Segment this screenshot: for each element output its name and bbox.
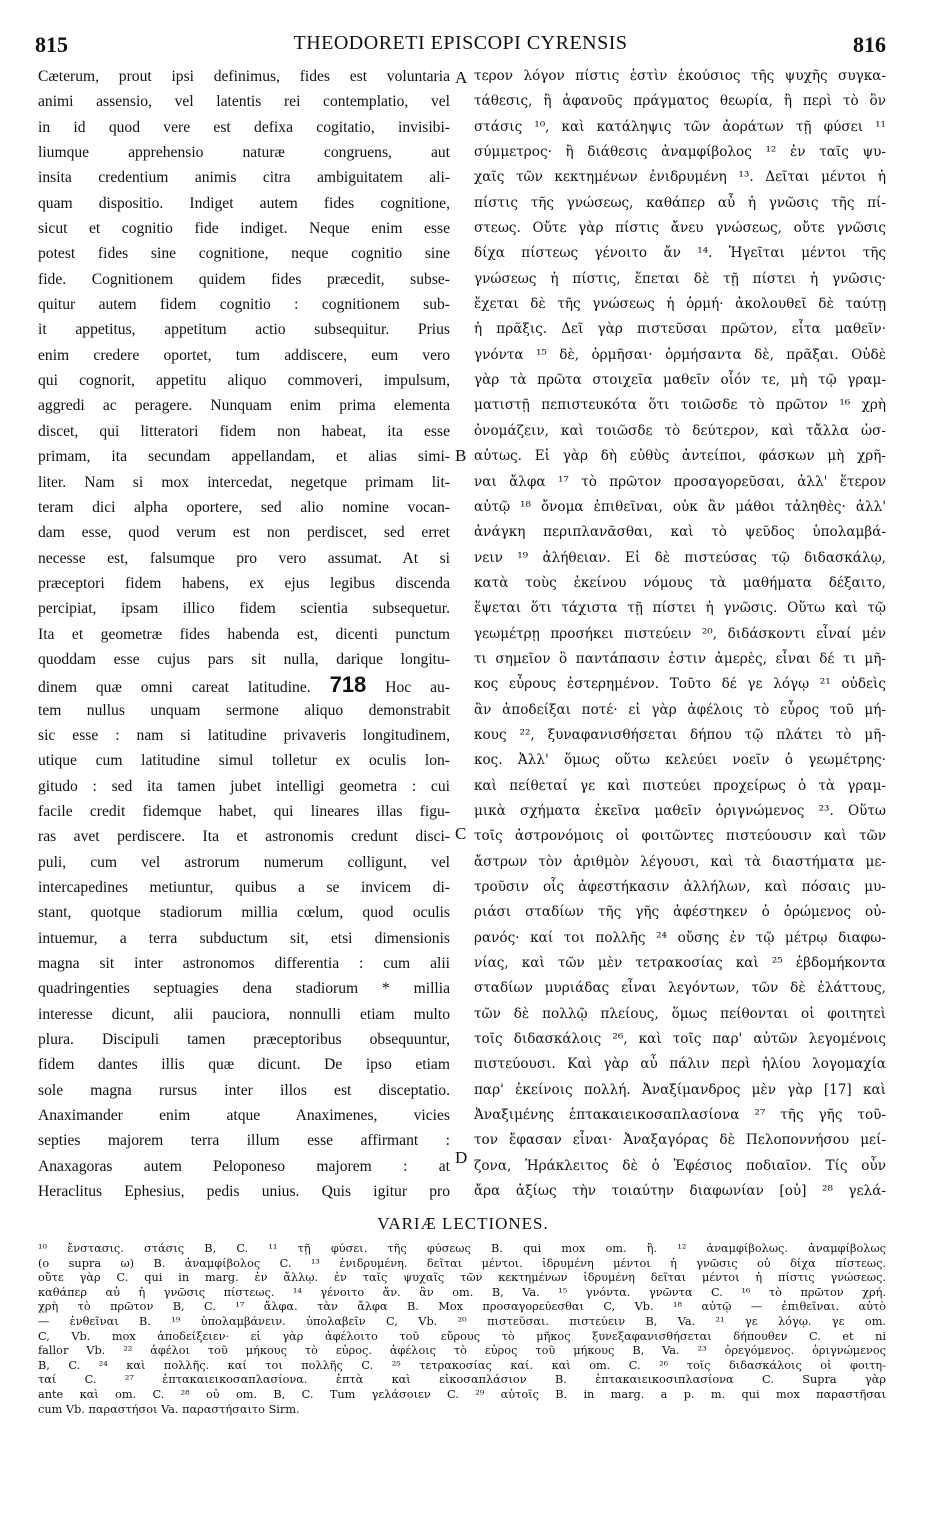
text-line: sole magna rursus inter illos est disceptatio. bbox=[38, 1081, 450, 1099]
text-line: αὐτως. Εἰ γὰρ δὴ εὐθὺς ἀντείποι, φάσκων μὴ χρῆ- bbox=[474, 448, 886, 465]
text-line: ματιστῇ πεπιστευκότα ὅτι τοιῶσδε τὸ πρῶτον ¹⁶ χρὴ bbox=[474, 397, 886, 414]
text-line: intuemur, a terra subductum sit, etsi dimensionis bbox=[38, 929, 450, 947]
text-line: in id quod vere est defixa cogitatio, invisibi- bbox=[38, 118, 450, 136]
text-line: τον ἔφασαν εἶναι· Ἀναξαγόρας δὲ Πελοποννήσου μεί- bbox=[474, 1132, 886, 1149]
text-line: animi assensio, vel latentis rei contemplatio, vel bbox=[38, 93, 450, 111]
text-line: γὰρ τὰ πρῶτα στοιχεῖα μαθεῖν οἷόν τε, μὴ τῷ γραμ- bbox=[474, 372, 886, 389]
text-line: ἂν ἀποδείξαι ποτέ· εἰ γὰρ ἀφέλοις τὸ εὖρος τοῦ μή- bbox=[474, 701, 886, 718]
text-line: γνόντα ¹⁵ δὲ, ὁρμῆσαι· ὁρμήσαντα δὲ, πρᾶξαι. Οὐδὲ bbox=[474, 346, 886, 363]
text-line: insita credentium animis citra ambiguitatem ali- bbox=[38, 169, 450, 187]
text-line: dam esse, quod verum est non perdiscet, sed erret bbox=[38, 524, 450, 542]
text-line: sic esse : nam si latitudine privaveris longitudinem, bbox=[38, 726, 450, 744]
text-line: νίας, καὶ τῶν μὲν τετρακοσίας καὶ ²⁵ ἑβδομήκοντα bbox=[474, 955, 886, 972]
text-line: ὀνομάζειν, καὶ τοιῶσδε τὸ δεύτερον, καὶ τἄλλα ὡσ- bbox=[474, 422, 886, 439]
text-line: ρανός· καί τοι πολλῆς ²⁴ οὔσης ἐν τῷ μέτρῳ διαφω- bbox=[474, 929, 886, 946]
text-line: tem nullus unquam sermone aliquo demonstrabit bbox=[38, 701, 450, 719]
note-line: — ἐνθεῖναι B. ¹⁹ ὑπολαμβάνειν. ὑπολαβεῖν C, Vb. ²⁰ πιστεῦσαι. πιστεύειν B, Va. ²¹ γε λόγῳ. γε om. bbox=[38, 1314, 886, 1328]
text-line: Ita et geometræ fides habenda est, dicenti punctum bbox=[38, 625, 450, 643]
text-line: κος εὖρους ἐστερημένον. Τοῦτο δέ γε λόγῳ ²¹ οὐδεὶς bbox=[474, 676, 886, 693]
section-marker-d: D bbox=[455, 1148, 468, 1167]
text-line: facile credit fidemque habet, qui lineares illas figu- bbox=[38, 802, 450, 820]
text-line: γεωμέτρῃ προσήκει πιστεύειν ²⁰, διδάσκοντι εἶναί μέν bbox=[474, 625, 886, 642]
section-marker-b: B bbox=[455, 446, 467, 465]
text-line: utique cum latitudine simul tolletur ex oculis lon- bbox=[38, 752, 450, 770]
text-line: ἡ πρᾶξις. Δεῖ γὰρ πιστεῦσαι πρῶτον, εἶτα μαθεῖν· bbox=[474, 321, 886, 338]
text-line: teram dici alpha oportere, sed alio nomine vocan- bbox=[38, 498, 450, 516]
text-line: τι σημεῖον ὃ παντάπασιν ἐστιν ἀμερὲς, εἶναι δέ τι μῆ- bbox=[474, 650, 886, 667]
page-number-left: 815 bbox=[35, 32, 68, 57]
text-line: τάθεσις, ἢ ἀφανοῦς πράγματος θεωρία, ἢ περὶ τὸ ὂν bbox=[474, 93, 886, 110]
text-line: ἄστρων τὸν ἀριθμὸν λέγουσι, καὶ τὰ διαστήματα με- bbox=[474, 853, 886, 870]
page-number-right: 816 bbox=[853, 32, 886, 57]
text-line: potest fides sine cognitione, neque cognitio sine bbox=[38, 245, 450, 263]
text-line: enim credere oportet, tum addiscere, eum vero bbox=[38, 346, 450, 364]
text-line: Cæterum, prout ipsi definimus, fides est voluntaria bbox=[38, 68, 450, 85]
text-line: στεως. Οὔτε γὰρ πίστις ἄνευ γνώσεως, οὔτε γνῶσις bbox=[474, 220, 886, 237]
text-line: καὶ πείθεταί γε καὶ πιστεύει προχείρως ὁ τὰ γραμ- bbox=[474, 777, 886, 794]
text-line: Anaximander enim atque Anaximenes, vicies bbox=[38, 1107, 450, 1125]
text-line: χαῖς τῶν κεκτημένων ἐνιδρυμένη ¹³. Δεῖται μέντοι ἡ bbox=[474, 169, 886, 186]
text-line: παρ' ἐκείνοις πολλή. Ἀναξίμανδρος μὲν γὰρ [17] καὶ bbox=[474, 1081, 886, 1098]
note-line: χρὴ τὸ πρῶτον B, C. ¹⁷ ἄλφα. τὰν ἄλφα B. Mox προσαγορεύεσθαι C, Vb. ¹⁸ αὐτῷ — ἐπιθεῖναι. αὐτὸ bbox=[38, 1300, 886, 1314]
note-line: fallor Vb. ²² ἀφέλοι τοῦ μήκους τὸ εὖρος. ἀφέλοις τὸ εὖρος τοῦ μήκους B, Va. ²³ ὀρεγόμενος. ὀριγνώμενος bbox=[38, 1344, 886, 1358]
text-line: κος. Ἀλλ' ὅμως οὕτω κελεύει νοεῖν ὁ γεωμέτρης· bbox=[474, 752, 886, 769]
text-line: ras avet perdiscere. Ita et astronomis credunt disci- bbox=[38, 828, 450, 846]
note-line: οὔτε γὰρ C. qui in marg. ἐν ἄλλῳ. ἐν ταῖς ψυχαῖς τῶν κεκτημένων ἱδρυμένη δεῖται μέντοι ἡ πίστις γνώσεως. bbox=[38, 1271, 886, 1285]
text-line: κους ²², ξυναφανισθήσεται δήπου τῷ πλάτει τὸ μῆ- bbox=[474, 726, 886, 743]
text-line: interesse dicunt, alii pauciora, nonnulli etiam multo bbox=[38, 1005, 450, 1023]
text-line: ναι ἄλφα ¹⁷ τὸ πρῶτον προσαγορεῦσαι, ἀλλ' ἕτερον bbox=[474, 473, 886, 490]
text-line: ἄρα ἀξίως τὴν τοιαύτην διαφωνίαν [οὐ] ²⁸ γελά- bbox=[474, 1183, 886, 1200]
note-line: cum Vb. παραστήσοι Va. παραστήσαιτο Sirm. bbox=[38, 1402, 300, 1416]
text-line: stant, quotque stadiorum millia cœlum, quod oculis bbox=[38, 904, 450, 922]
note-line: ταί C. ²⁷ ἑπτακαιεικοσαπλασίονα. ἑπτὰ καὶ εἰκοσαπλάσιον B. ἑπτακαιεικοσιπλασίονα C. Supra γὰρ bbox=[38, 1373, 886, 1387]
variae-lectiones-title: VARIÆ LECTIONES. bbox=[377, 1214, 549, 1233]
text-line: δίχα πίστεως γένοιτο ἄν ¹⁴. Ἡγεῖται μέντοι τῆς bbox=[474, 245, 886, 262]
text-line: it appetitus, appetitum actio subsequitur. Prius bbox=[38, 321, 450, 339]
text-line: τερον λόγον πίστις ἐστὶν ἑκούσιος τῆς ψυχῆς συγκα- bbox=[474, 68, 886, 84]
text-line: τροῦσιν οἷς ἀφεστήκασιν ἀλλήλων, καὶ πόσαις μυ- bbox=[474, 879, 886, 895]
latin-column bbox=[38, 64, 450, 1204]
text-line: σταδίων μυριάδας εἶναι λεγόντων, τῶν δὲ ἐλάττους, bbox=[474, 980, 886, 997]
text-line: νειν ¹⁹ ἀλήθειαν. Εἰ δὲ πιστεύσας τῷ διδασκάλῳ, bbox=[474, 549, 886, 566]
note-line: ante καὶ om. C. ²⁸ οὐ om. B, C. Tum γελάσοιεν C. ²⁹ αὐτοῖς B. in marg. a p. m. qui mox παραστῆσαι bbox=[38, 1387, 886, 1401]
text-line: κατὰ τοὺς ἐκείνου νόμους τὰ μαθήματα δέξαιτο, bbox=[474, 574, 886, 591]
text-line: discet, qui litteratori fidem non habeat, ita esse bbox=[38, 422, 450, 440]
note-line: C, Vb. mox ἀποδείξειεν· εἰ γὰρ ἀφέλοιτο τοῦ εὔρους τὸ μῆκος ξυνεξαφανισθήσεται δήπουθεν C. et ni bbox=[38, 1329, 886, 1343]
text-line: Anaxagoras autem Peloponeso majorem : at bbox=[38, 1157, 450, 1175]
text-line: πίστις τῆς γνώσεως, καθάπερ αὖ ἡ γνῶσις τῆς πί- bbox=[474, 194, 886, 211]
note-line: ¹⁰ ἔνστασις. στάσις B, C. ¹¹ τῇ φύσει. τῆς φύσεως B. qui mox om. ἢ. ¹² ἀναμφίβολως. ἀναμφίβολως bbox=[38, 1242, 886, 1255]
text-line: septies majorem terra illum esse affirmant : bbox=[38, 1132, 450, 1150]
text-line: Heraclitus Ephesius, pedis unius. Quis igitur pro bbox=[38, 1183, 450, 1201]
text-line: τοῖς ἀστρονόμοις οἱ φοιτῶντες πιστεύουσιν καὶ τῶν bbox=[474, 828, 886, 845]
text-line: ἕψεται ὅτι τάχιστα τῇ πίστει ἡ γνῶσις. Οὕτω καὶ τῷ bbox=[474, 600, 886, 617]
section-marker-a: A bbox=[455, 68, 468, 87]
text-line: γνώσεως ἡ πίστις, ἕπεται δὲ τῇ πίστει ἡ γνῶσις· bbox=[474, 270, 886, 287]
text-line: πιστεύουσι. Καὶ γὰρ αὖ πάλιν περὶ ἡλίου λογομαχία bbox=[474, 1056, 886, 1073]
text-line: ἀνάγκη περιπλανᾶσθαι, καὶ τὸ ψεῦδος ὑπολαμβά- bbox=[474, 524, 886, 541]
text-line: στάσις ¹⁰, καὶ κατάληψις τῶν ἀοράτων τῇ φύσει ¹¹ bbox=[474, 118, 886, 135]
note-line: καθάπερ αὖ ἡ γνῶσις πίστεως. ¹⁴ γένοιτο ἄν. ἂν om. B, Va. ¹⁵ γνόντα. γνῶντα C. ¹⁶ τὸ πρῶτον χρή. bbox=[38, 1285, 886, 1299]
text-line: liter. Nam si mox intercedat, negetque primam lit- bbox=[38, 473, 450, 491]
text-line: intercapedines metiuntur, quibus a se invicem di- bbox=[38, 879, 450, 896]
text-line: sicut et cognitio fide indiget. Neque enim esse bbox=[38, 220, 450, 238]
note-line: (o supra ω) B. ἀναμφίβολος C. ¹³ ἐνιδρυμένη. δεῖται μέντοι. ἱδρυμένη μέντοι ἡ γνῶσις οὐ δίχα πίστεως. bbox=[38, 1256, 886, 1270]
text-line: liumque apprehensio naturæ congruens, aut bbox=[38, 144, 450, 162]
section-marker-c: C bbox=[455, 824, 467, 843]
text-line: quoddam esse cujus pars sit nulla, darique longitu- bbox=[38, 650, 450, 668]
text-line: puli, cum vel astrorum numerum colligunt, vel bbox=[38, 853, 450, 871]
text-line: præceptori fidem habens, ex ejus legibus discenda bbox=[38, 574, 450, 592]
text-line: dinem quæ omni careat latitudine. 718 Hoc au- bbox=[38, 672, 450, 698]
text-line: aggredi ac peragere. Nunquam enim prima elementa bbox=[38, 397, 450, 415]
variae-lectiones-notes bbox=[38, 1242, 886, 1482]
text-line: quadringenties septuagies dena stadiorum * millia bbox=[38, 980, 450, 998]
text-line: τοῖς διδασκάλοις ²⁶, καὶ τοῖς παρ' αὐτῶν λεγομένοις bbox=[474, 1031, 886, 1048]
text-line: Ἀναξιμένης ἑπτακαιεικοσαπλασίονα ²⁷ τῆς γῆς τοῦ- bbox=[474, 1107, 886, 1124]
text-line: quitur autem fidem cognitio : cognitionem sub- bbox=[38, 296, 450, 314]
text-line: percipiat, ipsam illico fidem scientia subsequetur. bbox=[38, 600, 450, 618]
text-line: ζονα, Ἡράκλειτος δὲ ὁ Ἐφέσιος ποδιαῖον. Τίς οὖν bbox=[474, 1157, 886, 1174]
text-line: primam, ita secundam appellandam, et alias simi- bbox=[38, 448, 450, 466]
running-title: THEODORETI EPISCOPI CYRENSIS bbox=[293, 32, 628, 54]
text-line: qui cognorit, appetitu aliquo commoveri, impulsum, bbox=[38, 372, 450, 390]
text-line: ριάσι σταδίων τῆς γῆς ἀφέστηκεν ὁ ὁρώμενος οὐ- bbox=[474, 904, 886, 921]
text-line: fide. Cognitionem quidem fides præcedit, subse- bbox=[38, 270, 450, 288]
text-line: μικὰ σχήματα ἐκεῖνα μαθεῖν ὀριγνώμενος ²³. Οὕτω bbox=[474, 802, 886, 819]
text-line: σύμμετρος· ἢ διάθεσις ἀναμφίβολος ¹² ἐν ταῖς ψυ- bbox=[474, 144, 886, 161]
inline-page-marker: 718 bbox=[329, 672, 367, 698]
text-line: gitudo : sed ita tamen jubet intelligi geometra : cui bbox=[38, 777, 450, 795]
text-line: fidem dantes illis quæ dicunt. De ipso etiam bbox=[38, 1056, 450, 1074]
text-line: τῶν δὲ πολλῷ πλείους, ὅμως πείθονται οἱ φοιτητεὶ bbox=[474, 1005, 886, 1022]
note-line: B, C. ²⁴ καὶ πολλῆς. καί τοι πολλῆς C. ²⁵ τετρακοσίας καί. καὶ om. C. ²⁶ τοῖς διδασκάλοις οἱ φοιτη- bbox=[38, 1358, 886, 1372]
text-line: αὐτῷ ¹⁸ ὄνομα ἐπιθεῖναι, οὐκ ἂν μάθοι τἀληθὲς· ἀλλ' bbox=[474, 498, 886, 515]
text-line: magna sit inter astronomos differentia : cum alii bbox=[38, 955, 450, 973]
text-line: quam dispositio. Indiget autem fides cognitione, bbox=[38, 194, 450, 212]
running-header bbox=[35, 32, 886, 60]
text-line: ἔχεται δὲ τῆς γνώσεως ἡ ὁρμή· ἀκολουθεῖ δὲ ταύτῃ bbox=[474, 296, 886, 313]
text-line: plura. Discipuli tamen præceptoribus obsequuntur, bbox=[38, 1031, 450, 1049]
text-line: necesse est, falsumque pro vero assumat. At si bbox=[38, 549, 450, 567]
greek-column bbox=[474, 64, 886, 1204]
